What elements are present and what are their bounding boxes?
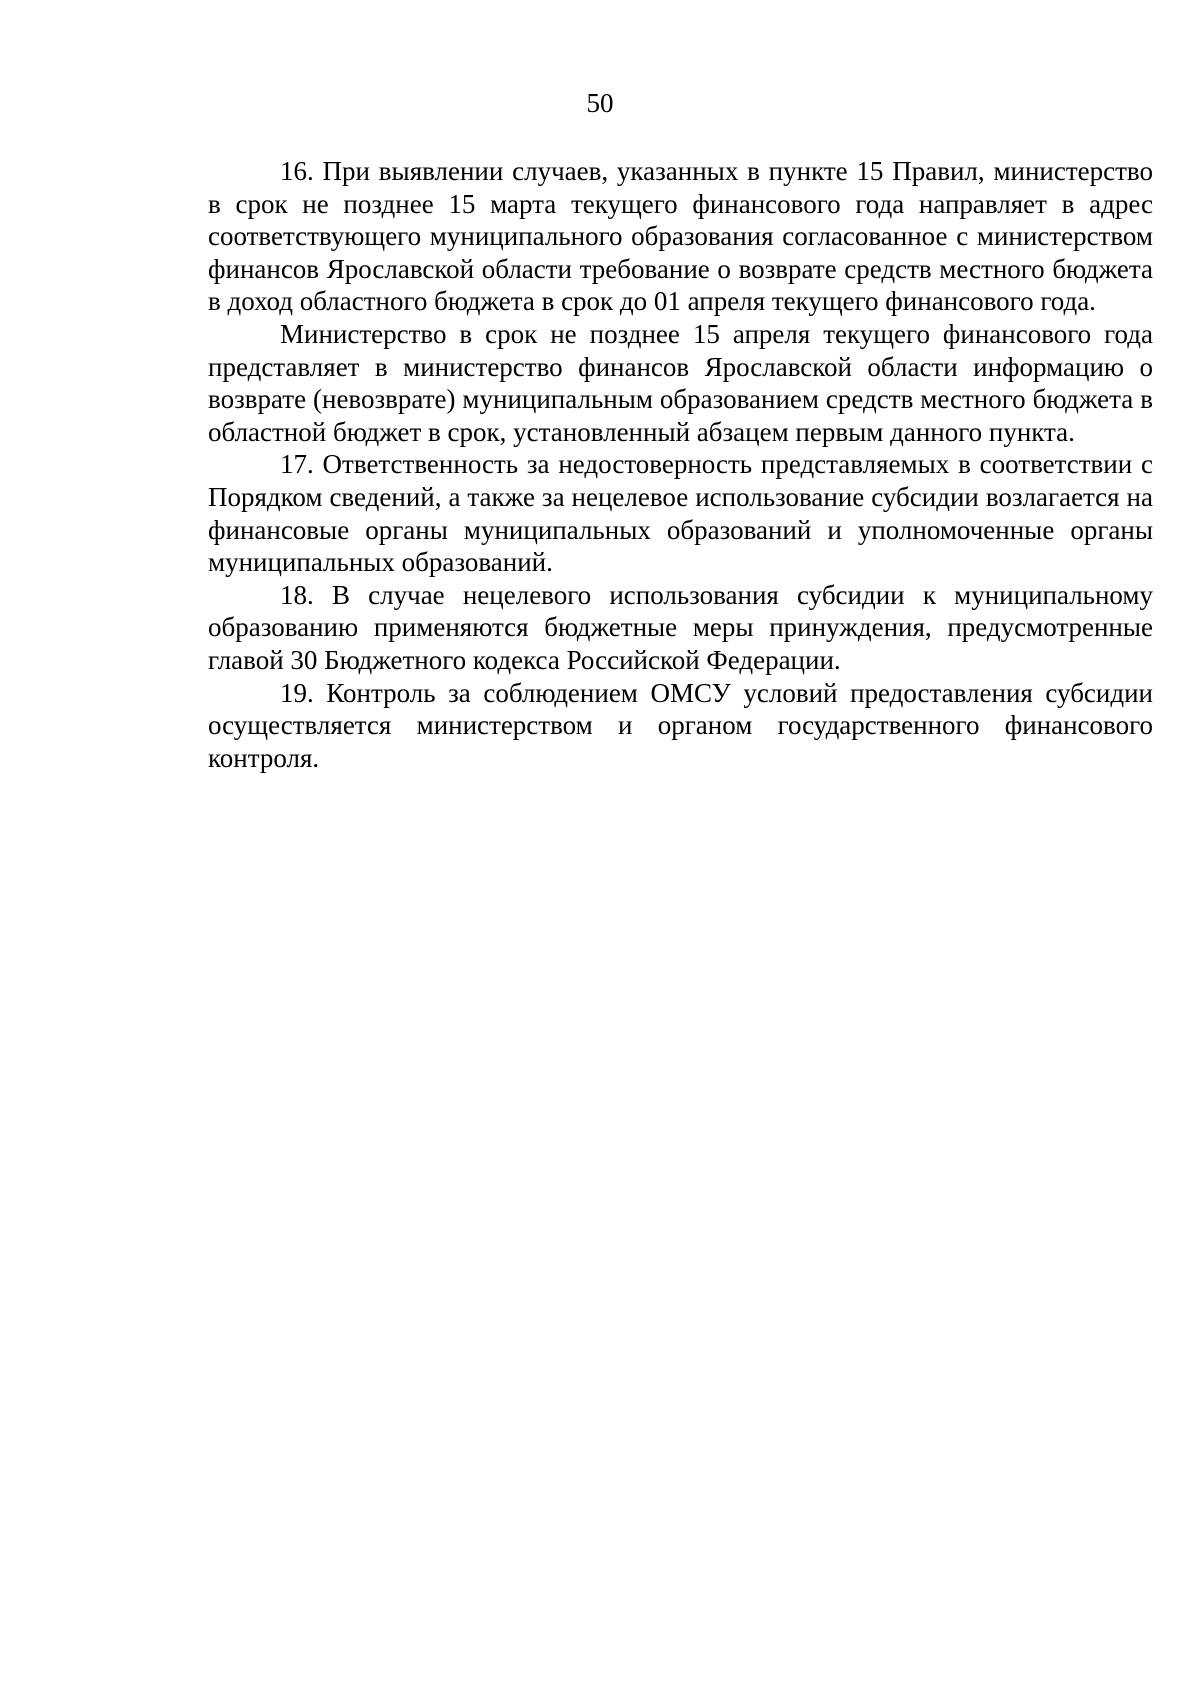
paragraph-17: 17. Ответственность за недостоверность представляемых в соответствии с Порядком сведений, а также за нецелевое использование субсидии возлагается на финансовые органы муниципальных образований и уполномоченные органы муниципальных образований. bbox=[208, 449, 1153, 578]
paragraph-19: 19. Контроль за соблюдением ОМСУ условий предоставления субсидии осуществляется министерством и органом государственного финансового контроля. bbox=[208, 677, 1153, 773]
paragraph-16-second: Министерство в срок не позднее 15 апреля текущего финансового года представляет в министерство финансов Ярославской области информацию о возврате (невозврате) муниципальным образованием средств местного бюджета в областной бюджет в срок, установленный абзацем первым данного пункта. bbox=[208, 318, 1153, 447]
paragraph-18: 18. В случае нецелевого использования субсидии к муниципальному образованию применяются бюджетные меры принуждения, предусмотренные главой 30 Бюджетного кодекса Российской Федерации. bbox=[208, 579, 1153, 675]
paragraph-16: 16. При выявлении случаев, указанных в пункте 15 Правил, министерство в срок не позднее 15 марта текущего финансового года направляет в адрес соответствующего муниципального образования согласованное с министерством финансов Ярославской области требование о возврате средств местного бюджета в доход областного бюджета в срок до 01 апреля текущего финансового года. bbox=[208, 156, 1153, 317]
page-number: 50 bbox=[586, 88, 614, 118]
document-body bbox=[208, 155, 1153, 774]
